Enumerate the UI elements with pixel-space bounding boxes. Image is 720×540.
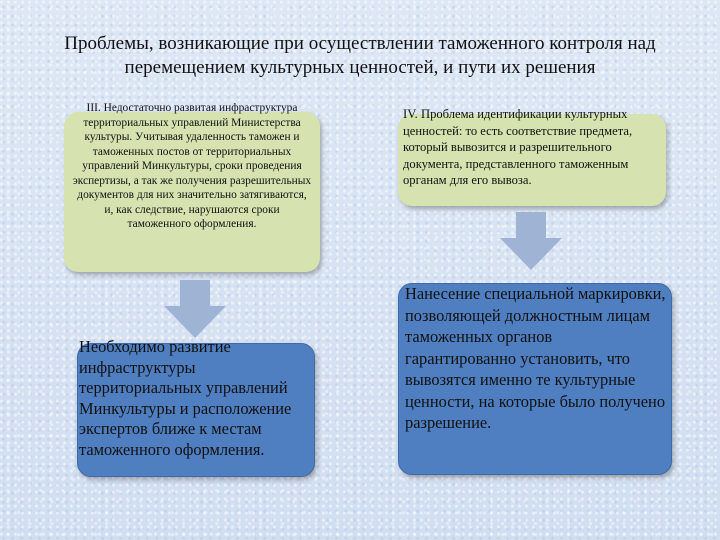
problem-text-iii <box>72 101 312 232</box>
slide-title: Проблемы, возникающие при осуществлении таможенного контроля над перемещением культурных ценностей, и пути их решения <box>64 33 656 78</box>
arrow-shape <box>500 212 562 270</box>
solution-text-left: Необходимо развитие инфраструктуры территориальных управлений Минкультуры и расположение экспертов ближе к местам таможенного оформления. <box>79 337 292 459</box>
down-arrow-left-icon <box>164 280 226 338</box>
down-arrow-right-icon <box>500 212 562 270</box>
problem-text-iv <box>403 106 665 189</box>
problem-body-iii: Недостаточно развитая инфраструктура территориальных управлений Министерства культуры. Учитывая удаленность таможен и таможенных постов от территориальных управлений Минкультуры, сроки проведения экспертизы, а так же получения разрешительных документов для них значительно затягиваются, и, как следствие, нарушаются сроки таможенного оформления. <box>72 102 312 230</box>
problem-body-iv: Проблема идентификации культурных ценностей: то есть соответствие предмета, который вывозится и разрешительного документа, представленного таможенным органам для его вывоза. <box>403 107 633 187</box>
arrow-shape <box>164 280 226 338</box>
solution-text-right: Нанесение специальной маркировки, позволяющей должностным лицам таможенных органов гарантированно установить, что вывозятся именно те культурные ценности, на которые было получено разрешение. <box>405 284 666 432</box>
problem-label-iii: III. <box>86 102 101 114</box>
problem-label-iv: IV. <box>403 107 418 121</box>
